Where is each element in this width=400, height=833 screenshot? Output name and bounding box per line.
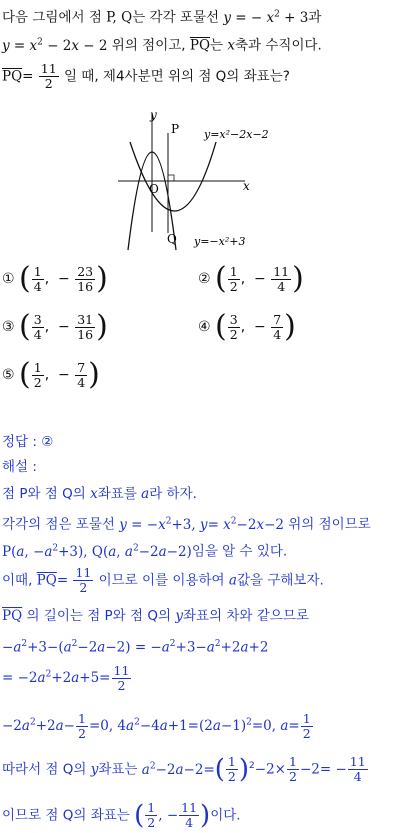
text: 이므로 이를 이용하여 [98, 572, 225, 589]
segment-pq: $\overline{PQ}$ [189, 37, 211, 54]
denominator: 4 [273, 326, 282, 342]
text: 위의 점이고, [111, 37, 186, 54]
denominator: 2 [229, 326, 238, 342]
option-mark: ④ [198, 319, 211, 335]
text: 따라서 점 Q의 [2, 761, 87, 778]
denominator: 2 [229, 278, 238, 294]
explanation-line-3 [2, 538, 287, 562]
comma: , [112, 9, 117, 26]
explanation-line-5: $\overline{PQ}$ 의 길이는 점 P와 점 Q의 y좌표의 차와 같으므로 [2, 608, 309, 624]
equation: y = − $x^2 + 3$ [223, 9, 309, 26]
curve-cup [130, 142, 216, 211]
question-line-1 [2, 4, 321, 28]
text: 과 [308, 9, 322, 26]
option-4[interactable]: ④ ( $\frac{3}{2}$ , − $\frac{7}{4}$ ) [198, 309, 296, 344]
numerator: 11 [273, 263, 290, 279]
text: 는 각각 포물선 [132, 9, 220, 26]
denominator: 16 [77, 326, 94, 342]
text: 이때, [2, 572, 33, 589]
text: 위의 점이므로 [288, 516, 371, 533]
text: 는 [210, 37, 224, 54]
explanation-title: 해설 : [2, 459, 37, 475]
numerator: 31 [77, 311, 94, 327]
numerator: 1 [33, 263, 42, 279]
equals: = [22, 68, 34, 85]
segment-pq: $\overline{PQ}$ [2, 608, 23, 624]
text: 값을 구해보자. [236, 572, 324, 589]
text: 임을 알 수 있다. [191, 543, 288, 560]
text: 일 때, 제4사분면 위의 점 Q의 좌표는? [63, 68, 290, 85]
text: 라 하자. [149, 486, 197, 502]
option-mark: ① [2, 271, 15, 287]
denominator: 4 [33, 278, 42, 294]
denominator: 4 [77, 374, 86, 390]
explanation-line-10: 이므로 점 Q의 좌표는 ( $\frac{1}{2}$ , − $\frac{11}{4}$ )이다. [2, 800, 241, 831]
point-coords: P(a, $-a^2+3$), Q(a, $a^2-2a-2$) [2, 543, 192, 560]
var-a: a [141, 486, 150, 502]
text: 이다. [210, 807, 241, 824]
equation: $y = x^2 - 2x - 2$ [2, 37, 108, 54]
explanation-eq-3: $-2a^2+2a-$ $\frac{1}{2}$ =0, $4a^2-4a+1=(2a-1)^2=0$, a= $\frac{1}{2}$ [2, 711, 311, 741]
origin-label: O [149, 182, 159, 196]
segment-pq: $\overline{PQ}$ [36, 572, 57, 589]
numerator: 7 [77, 359, 86, 375]
fraction [39, 62, 59, 91]
option-3[interactable]: ③ ( $\frac{3}{4}$ , − $\frac{31}{16}$ ) [2, 309, 108, 344]
text: 다음 그림에서 점 [2, 9, 102, 26]
x-label: x [243, 179, 250, 193]
answer-label: 정답 : ② [2, 434, 54, 450]
curve-cup-label: y=x²−2x−2 [204, 128, 269, 141]
p-label: P [171, 122, 180, 136]
segment-pq: $\overline{PQ}$ [2, 68, 23, 85]
point-p: P [106, 9, 113, 26]
explanation-line-9: 따라서 점 Q의 y좌표는 $a^2-2a-2=$( $\frac{1}{2}$ )$^2$−2× $\frac{1}{2}$ −2= − $\frac{11}{4}$ [2, 754, 366, 785]
option-5[interactable]: ⑤ ( $\frac{1}{2}$ , − $\frac{7}{4}$ ) [2, 357, 100, 392]
var-x: x [227, 37, 236, 54]
text: 점 P와 점 Q의 [2, 486, 86, 502]
numerator: 1 [229, 263, 238, 279]
question-line-3 [2, 62, 290, 91]
option-mark: ③ [2, 319, 15, 335]
option-mark: ② [198, 271, 211, 287]
denominator: 2 [33, 374, 42, 390]
right-angle-mark [168, 175, 174, 181]
explanation-eq-1: $-a^2+3-(a^2-2a-2) = -a^2+3-a^2+2a+2$ [2, 639, 269, 656]
var-x: x [90, 486, 98, 502]
point-q: Q [121, 9, 133, 26]
option-mark: ⑤ [2, 367, 15, 383]
question-line-2 [2, 32, 322, 56]
equations: $y = -x^2+3$, $y= x^2-2x-2$ [119, 516, 284, 533]
curve-cap-label: y=−x²+3 [194, 235, 246, 248]
explanation-line-2 [2, 511, 371, 535]
option-1[interactable]: ① ( $\frac{1}{4}$ , − $\frac{23}{16}$ ) [2, 261, 108, 296]
text: 좌표의 차와 같으므로 [182, 608, 309, 624]
text: 축과 수직이다. [235, 37, 322, 54]
text: 이므로 점 Q의 좌표는 [2, 807, 130, 824]
text: 좌표를 [97, 486, 137, 502]
numerator: 3 [33, 311, 42, 327]
text: 각각의 점은 포물선 [2, 516, 115, 533]
denominator: 2 [44, 76, 53, 91]
denominator: 4 [277, 278, 286, 294]
numerator: 11 [40, 61, 57, 76]
denominator: 4 [33, 326, 42, 342]
parabola-graph [100, 102, 305, 252]
numerator: 7 [273, 311, 282, 327]
numerator: 1 [33, 359, 42, 375]
y-label: y [150, 108, 157, 122]
explanation-line-4: 이때, $\overline{PQ}=$ $\frac{11}{2}$ 이므로 이를 이용하여 a값을 구해보자. [2, 565, 324, 595]
numerator: 3 [229, 311, 238, 327]
explanation-line-1 [2, 484, 197, 504]
q-label: Q [167, 232, 177, 246]
numerator: 23 [77, 263, 94, 279]
text: 의 길이는 점 P와 점 Q의 [26, 608, 172, 624]
denominator: 16 [77, 278, 94, 294]
explanation-eq-2: = $-2a^2+2a+5=$ $\frac{11}{2}$ [2, 663, 130, 693]
text: 좌표는 [98, 761, 138, 778]
option-2[interactable]: ② ( $\frac{1}{2}$ , − $\frac{11}{4}$ ) [198, 261, 304, 296]
